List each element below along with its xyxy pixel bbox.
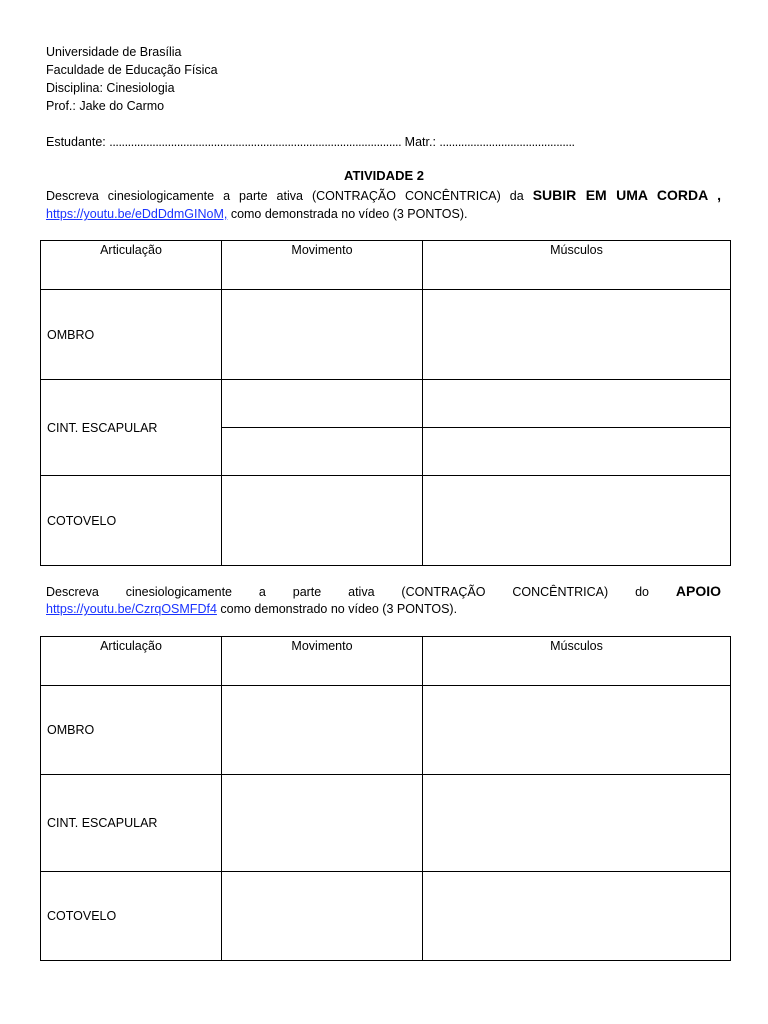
header-articulacao: Articulação [41,241,222,290]
cell-movimento-cint-2[interactable] [222,428,423,476]
table-1 [40,240,731,566]
student-label: Estudante: [46,135,106,149]
matr-label: Matr.: [404,135,436,149]
cell-musculos-cotovelo[interactable] [423,476,731,566]
table-row [41,290,731,380]
header-musculos: Músculos [423,241,731,290]
cell-movimento-cotovelo[interactable] [222,476,423,566]
student-line [46,133,575,151]
header-musculos: Músculos [423,637,731,686]
cell-movimento-cint[interactable] [222,775,423,872]
section2-text: Descreva cinesiologicamente a parte ativa (CONTRAÇÃO CONCÊNTRICA) do [46,585,676,599]
student-name-field[interactable]: ............................................................................................... [109,135,402,149]
section1-highlight: SUBIR EM UMA CORDA , [532,187,722,203]
header-articulacao: Articulação [41,637,222,686]
activity-title: ATIVIDADE 2 [344,168,424,183]
section2-video-link[interactable]: https://youtu.be/CzrqOSMFDf4 [46,602,217,616]
discipline: Disciplina: Cinesiologia [46,81,175,95]
faculty-name: Faculdade de Educação Física [46,63,218,77]
table-header-row [41,637,731,686]
section1-text-after: como demonstrada no vídeo (3 PONTOS). [227,207,468,221]
row-label-cint-escapular: CINT. ESCAPULAR [41,775,222,872]
cell-musculos-ombro[interactable] [423,686,731,775]
row-label-cotovelo: COTOVELO [41,476,222,566]
section1-link-line [46,205,721,223]
cell-musculos-cint-1[interactable] [423,380,731,428]
cell-movimento-cotovelo[interactable] [222,872,423,961]
section1-instruction [46,186,721,205]
table-row [41,476,731,566]
section1-video-link[interactable]: https://youtu.be/eDdDdmGINoM, [46,207,228,221]
row-label-ombro: OMBRO [41,686,222,775]
professor: Prof.: Jake do Carmo [46,99,165,113]
cell-musculos-cint-2[interactable] [423,428,731,476]
table-row [41,686,731,775]
cell-musculos-cint[interactable] [423,775,731,872]
section1-text: Descreva cinesiologicamente a parte ativa (CONTRAÇÃO CONCÊNTRICA) da [46,189,533,203]
table-row [41,775,731,872]
header-movimento: Movimento [222,637,423,686]
cell-musculos-ombro[interactable] [423,290,731,380]
row-label-ombro: OMBRO [41,290,222,380]
table-row [41,380,731,428]
section2-instruction [46,582,721,601]
university-name: Universidade de Brasília [46,45,182,59]
matr-field[interactable]: ............................................ [439,135,575,149]
section2-link-line [46,600,721,618]
cell-movimento-ombro[interactable] [222,686,423,775]
row-label-cotovelo: COTOVELO [41,872,222,961]
row-label-cint-escapular: CINT. ESCAPULAR [41,380,222,476]
header-movimento: Movimento [222,241,423,290]
table-header-row [41,241,731,290]
table-2 [40,636,731,961]
section2-text-after: como demonstrado no vídeo (3 PONTOS). [216,602,458,616]
cell-movimento-ombro[interactable] [222,290,423,380]
cell-movimento-cint-1[interactable] [222,380,423,428]
cell-musculos-cotovelo[interactable] [423,872,731,961]
section2-highlight: APOIO [675,583,721,599]
table-row [41,872,731,961]
